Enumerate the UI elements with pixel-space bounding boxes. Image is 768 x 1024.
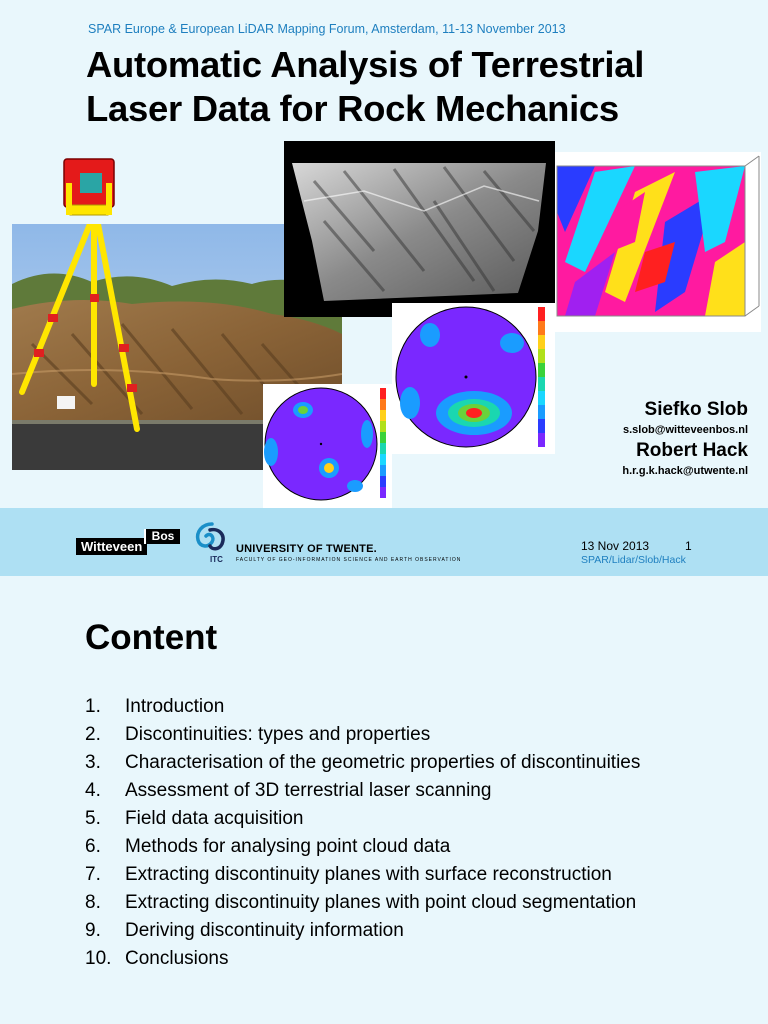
content-list: [85, 696, 725, 976]
list-item: 2. Discontinuities: types and properties: [85, 724, 431, 745]
author-block-2: [622, 440, 748, 477]
itc-subtitle: FACULTY OF GEO-INFORMATION SCIENCE AND EARTH OBSERVATION: [236, 557, 462, 563]
author-email: h.r.g.k.hack@utwente.nl: [622, 465, 748, 477]
itc-label: ITC: [210, 555, 223, 564]
laser-scanner-illustration: [58, 155, 118, 235]
title-line-2: Laser Data for Rock Mechanics: [86, 88, 619, 129]
conference-line: SPAR Europe & European LiDAR Mapping Forum, Amsterdam, 11-13 November 2013: [88, 22, 566, 36]
stereonet-small: [263, 384, 392, 508]
footer-reference: SPAR/Lidar/Slob/Hack: [581, 554, 686, 566]
list-item: 6. Methods for analysing point cloud data: [85, 836, 451, 857]
author-block-1: [623, 399, 748, 436]
list-item: 8. Extracting discontinuity planes with point cloud segmentation: [85, 892, 637, 913]
list-item: 3. Characterisation of the geometric properties of discontinuities: [85, 752, 641, 773]
segmentation-image: [555, 152, 761, 332]
footer-page-number: 1: [685, 539, 692, 553]
list-item: 5. Field data acquisition: [85, 808, 304, 829]
author-name: Siefko Slob: [644, 399, 748, 420]
content-title: Content: [85, 618, 218, 657]
list-item: 9. Deriving discontinuity information: [85, 920, 404, 941]
footer-date: 13 Nov 2013: [581, 539, 650, 553]
bos-logo: Bos: [144, 529, 180, 544]
witteveen-logo: Witteveen: [76, 538, 147, 555]
title-slide: [0, 0, 768, 508]
author-email: s.slob@witteveenbos.nl: [622, 424, 748, 436]
itc-logo-icon: [192, 520, 232, 556]
stereonet-large: [392, 303, 555, 454]
list-item: 10. Conclusions: [85, 948, 229, 969]
title-line-1: Automatic Analysis of Terrestrial: [86, 44, 645, 85]
list-item: 4. Assessment of 3D terrestrial laser scanning: [85, 780, 492, 801]
author-name: Robert Hack: [636, 440, 748, 461]
university-name: UNIVERSITY OF TWENTE.: [236, 543, 377, 555]
slide-title: [86, 43, 746, 131]
list-item: 1. Introduction: [85, 696, 225, 717]
list-item: 7. Extracting discontinuity planes with surface reconstruction: [85, 864, 612, 885]
point-cloud-image: [284, 141, 555, 317]
